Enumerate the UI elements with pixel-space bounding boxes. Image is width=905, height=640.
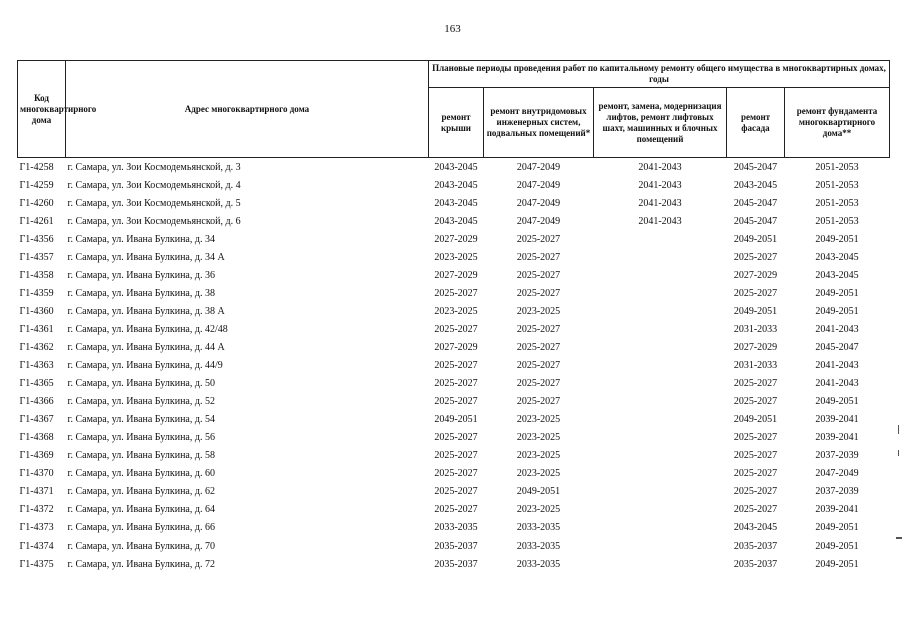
row-foundation-period: 2045-2047 [815,341,859,353]
row-engineering-period: 2033-2035 [516,522,561,534]
row-engineering-period: 2023-2025 [516,504,561,516]
table-row [18,411,890,429]
row-engineering-period: 2025-2027 [516,341,561,353]
row-elevator-period [594,465,727,483]
row-code: Г1-4365 [19,378,54,390]
row-foundation-period: 2043-2045 [815,269,859,281]
table-row [18,320,890,338]
row-code: Г1-4363 [19,360,54,372]
table-header [18,61,890,158]
row-foundation-period: 2039-2041 [815,432,859,444]
row-address: г. Самара, ул. Ивана Булкина, д. 72 [67,558,215,570]
row-code: Г1-4359 [19,287,54,299]
table-row [18,338,890,356]
row-roof-period: 2043-2045 [434,179,478,191]
table-row [18,501,890,519]
row-foundation-period: 2039-2041 [815,504,859,516]
row-code: Г1-4371 [19,486,54,498]
row-facade-period: 2049-2051 [733,233,778,245]
row-facade-period: 2025-2027 [733,432,778,444]
row-engineering-period: 2033-2035 [516,540,561,552]
row-facade-period: 2045-2047 [733,161,778,173]
row-elevator-period [594,302,727,320]
table-row [18,248,890,266]
row-address: г. Самара, ул. Ивана Булкина, д. 42/48 [67,323,228,335]
row-engineering-period: 2047-2049 [516,215,561,227]
row-engineering-period: 2025-2027 [516,251,561,263]
header-foundation: ремонт фундамента многоквартирного дома** [785,88,890,158]
table-row [18,537,890,555]
row-code: Г1-4260 [19,197,54,209]
row-engineering-period: 2025-2027 [516,360,561,372]
capital-repair-table [17,60,890,573]
row-code: Г1-4367 [19,414,54,426]
row-code: Г1-4369 [19,450,54,462]
header-address: Адрес многоквартирного дома [66,61,429,158]
row-code: Г1-4362 [19,341,54,353]
row-facade-period: 2043-2045 [733,522,778,534]
row-foundation-period: 2049-2051 [815,540,859,552]
row-roof-period: 2043-2045 [434,215,478,227]
table-row [18,266,890,284]
row-facade-period: 2045-2047 [733,215,778,227]
row-elevator-period [594,555,727,573]
row-engineering-period: 2023-2025 [516,432,561,444]
row-code: Г1-4261 [19,215,54,227]
row-code: Г1-4357 [19,251,54,263]
row-facade-period: 2049-2051 [733,414,778,426]
row-facade-period: 2027-2029 [733,269,778,281]
table-row [18,519,890,537]
row-elevator-period [594,519,727,537]
row-roof-period: 2027-2029 [434,269,478,281]
row-foundation-period: 2051-2053 [815,179,859,191]
table-row [18,230,890,248]
table-row [18,555,890,573]
row-engineering-period: 2023-2025 [516,468,561,480]
row-foundation-period: 2051-2053 [815,161,859,173]
row-roof-period: 2025-2027 [434,486,478,498]
row-code: Г1-4358 [19,269,54,281]
row-facade-period: 2043-2045 [733,179,778,191]
row-roof-period: 2023-2025 [434,305,478,317]
row-code: Г1-4373 [19,522,54,534]
row-engineering-period: 2023-2025 [516,414,561,426]
row-elevator-period: 2041-2043 [638,215,682,227]
row-foundation-period: 2051-2053 [815,197,859,209]
table-row [18,212,890,230]
header-engineering: ремонт внутридомовых инженерных систем, подвальных помещений* [484,88,594,158]
scan-mark [898,450,899,456]
row-roof-period: 2025-2027 [434,504,478,516]
row-roof-period: 2025-2027 [434,432,478,444]
row-roof-period: 2027-2029 [434,341,478,353]
row-facade-period: 2025-2027 [733,468,778,480]
row-facade-period: 2035-2037 [733,558,778,570]
header-facade: ремонт фасада [727,88,785,158]
row-address: г. Самара, ул. Ивана Булкина, д. 64 [67,504,215,516]
row-address: г. Самара, ул. Ивана Булкина, д. 58 [67,450,215,462]
row-foundation-period: 2049-2051 [815,522,859,534]
row-foundation-period: 2049-2051 [815,396,859,408]
row-elevator-period [594,266,727,284]
header-code: Код многоквартирного дома [18,61,66,158]
row-address: г. Самара, ул. Ивана Булкина, д. 38 А [67,305,225,317]
row-code: Г1-4372 [19,504,54,516]
row-engineering-period: 2025-2027 [516,233,561,245]
row-code: Г1-4361 [19,323,54,335]
row-roof-period: 2025-2027 [434,287,478,299]
scan-mark [896,537,902,539]
row-address: г. Самара, ул. Зои Космодемьянской, д. 5 [67,197,241,209]
row-engineering-period: 2047-2049 [516,197,561,209]
row-address: г. Самара, ул. Ивана Булкина, д. 70 [67,540,215,552]
row-roof-period: 2035-2037 [434,558,478,570]
row-address: г. Самара, ул. Зои Космодемьянской, д. 4 [67,179,241,191]
row-foundation-period: 2039-2041 [815,414,859,426]
row-engineering-period: 2025-2027 [516,378,561,390]
row-foundation-period: 2049-2051 [815,233,859,245]
row-elevator-period [594,357,727,375]
row-roof-period: 2027-2029 [434,233,478,245]
row-foundation-period: 2049-2051 [815,305,859,317]
row-foundation-period: 2049-2051 [815,558,859,570]
row-roof-period: 2043-2045 [434,197,478,209]
row-foundation-period: 2037-2039 [815,450,859,462]
table-row [18,158,890,177]
row-address: г. Самара, ул. Ивана Булкина, д. 34 А [67,251,225,263]
row-facade-period: 2049-2051 [733,305,778,317]
row-foundation-period: 2041-2043 [815,360,859,372]
table-row [18,194,890,212]
row-code: Г1-4368 [19,432,54,444]
row-elevator-period: 2041-2043 [638,161,682,173]
row-engineering-period: 2023-2025 [516,450,561,462]
row-engineering-period: 2033-2035 [516,558,561,570]
row-facade-period: 2025-2027 [733,251,778,263]
row-elevator-period [594,248,727,266]
row-address: г. Самара, ул. Зои Космодемьянской, д. 3 [67,161,241,173]
row-elevator-period: 2041-2043 [638,179,682,191]
row-engineering-period: 2025-2027 [516,323,561,335]
row-engineering-period: 2047-2049 [516,161,561,173]
row-roof-period: 2033-2035 [434,522,478,534]
row-foundation-period: 2051-2053 [815,215,859,227]
row-address: г. Самара, ул. Ивана Булкина, д. 66 [67,522,215,534]
row-code: Г1-4258 [19,161,54,173]
row-foundation-period: 2049-2051 [815,287,859,299]
table-row [18,447,890,465]
row-code: Г1-4360 [19,305,54,317]
table-body [18,158,890,574]
row-address: г. Самара, ул. Ивана Булкина, д. 54 [67,414,215,426]
row-code: Г1-4374 [19,540,54,552]
row-elevator-period [594,411,727,429]
row-engineering-period: 2025-2027 [516,269,561,281]
row-foundation-period: 2047-2049 [815,468,859,480]
row-address: г. Самара, ул. Ивана Булкина, д. 34 [67,233,215,245]
row-roof-period: 2025-2027 [434,360,478,372]
table-row [18,284,890,302]
header-roof: ремонт крыши [429,88,484,158]
row-roof-period: 2049-2051 [434,414,478,426]
row-foundation-period: 2037-2039 [815,486,859,498]
row-address: г. Самара, ул. Ивана Булкина, д. 36 [67,269,215,281]
table-row [18,176,890,194]
row-elevator-period [594,447,727,465]
row-facade-period: 2025-2027 [733,378,778,390]
row-address: г. Самара, ул. Ивана Булкина, д. 38 [67,287,215,299]
row-roof-period: 2025-2027 [434,323,478,335]
row-engineering-period: 2049-2051 [516,486,561,498]
row-elevator-period [594,230,727,248]
row-roof-period: 2043-2045 [434,161,478,173]
table-row [18,393,890,411]
row-roof-period: 2025-2027 [434,378,478,390]
page-number: 163 [444,23,461,35]
row-code: Г1-4259 [19,179,54,191]
row-elevator-period [594,284,727,302]
row-facade-period: 2045-2047 [733,197,778,209]
row-address: г. Самара, ул. Ивана Булкина, д. 44/9 [67,360,223,372]
row-facade-period: 2027-2029 [733,341,778,353]
table-row [18,357,890,375]
row-facade-period: 2035-2037 [733,540,778,552]
row-roof-period: 2025-2027 [434,450,478,462]
row-elevator-period [594,375,727,393]
table-row [18,465,890,483]
header-elevator: ремонт, замена, модернизация лифтов, ремонт лифтовых шахт, машинных и блочных помещений [594,88,727,158]
table-row [18,375,890,393]
row-engineering-period: 2025-2027 [516,396,561,408]
row-engineering-period: 2023-2025 [516,305,561,317]
row-elevator-period: 2041-2043 [638,197,682,209]
table-row [18,483,890,501]
row-code: Г1-4366 [19,396,54,408]
row-code: Г1-4356 [19,233,54,245]
row-elevator-period [594,338,727,356]
row-code: Г1-4375 [19,558,54,570]
row-foundation-period: 2041-2043 [815,323,859,335]
row-facade-period: 2025-2027 [733,450,778,462]
row-elevator-period [594,393,727,411]
row-address: г. Самара, ул. Ивана Булкина, д. 52 [67,396,215,408]
table-row [18,429,890,447]
row-roof-period: 2025-2027 [434,468,478,480]
row-facade-period: 2025-2027 [733,396,778,408]
row-facade-period: 2025-2027 [733,486,778,498]
table-row [18,302,890,320]
row-roof-period: 2035-2037 [434,540,478,552]
row-elevator-period [594,320,727,338]
row-address: г. Самара, ул. Ивана Булкина, д. 62 [67,486,215,498]
scan-mark [898,425,899,434]
row-foundation-period: 2043-2045 [815,251,859,263]
row-facade-period: 2031-2033 [733,360,778,372]
row-address: г. Самара, ул. Ивана Булкина, д. 50 [67,378,215,390]
row-address: г. Самара, ул. Зои Космодемьянской, д. 6 [67,215,241,227]
row-elevator-period [594,501,727,519]
row-foundation-period: 2041-2043 [815,378,859,390]
row-elevator-period [594,537,727,555]
header-periods-group: Плановые периоды проведения работ по капитальному ремонту общего имущества в многоквартирных домах, годы [429,61,890,88]
row-elevator-period [594,429,727,447]
row-address: г. Самара, ул. Ивана Булкина, д. 60 [67,468,215,480]
row-facade-period: 2025-2027 [733,287,778,299]
row-engineering-period: 2025-2027 [516,287,561,299]
row-address: г. Самара, ул. Ивана Булкина, д. 56 [67,432,215,444]
row-engineering-period: 2047-2049 [516,179,561,191]
row-elevator-period [594,483,727,501]
row-facade-period: 2031-2033 [733,323,778,335]
row-facade-period: 2025-2027 [733,504,778,516]
row-address: г. Самара, ул. Ивана Булкина, д. 44 А [67,341,225,353]
row-roof-period: 2025-2027 [434,396,478,408]
row-code: Г1-4370 [19,468,54,480]
row-roof-period: 2023-2025 [434,251,478,263]
